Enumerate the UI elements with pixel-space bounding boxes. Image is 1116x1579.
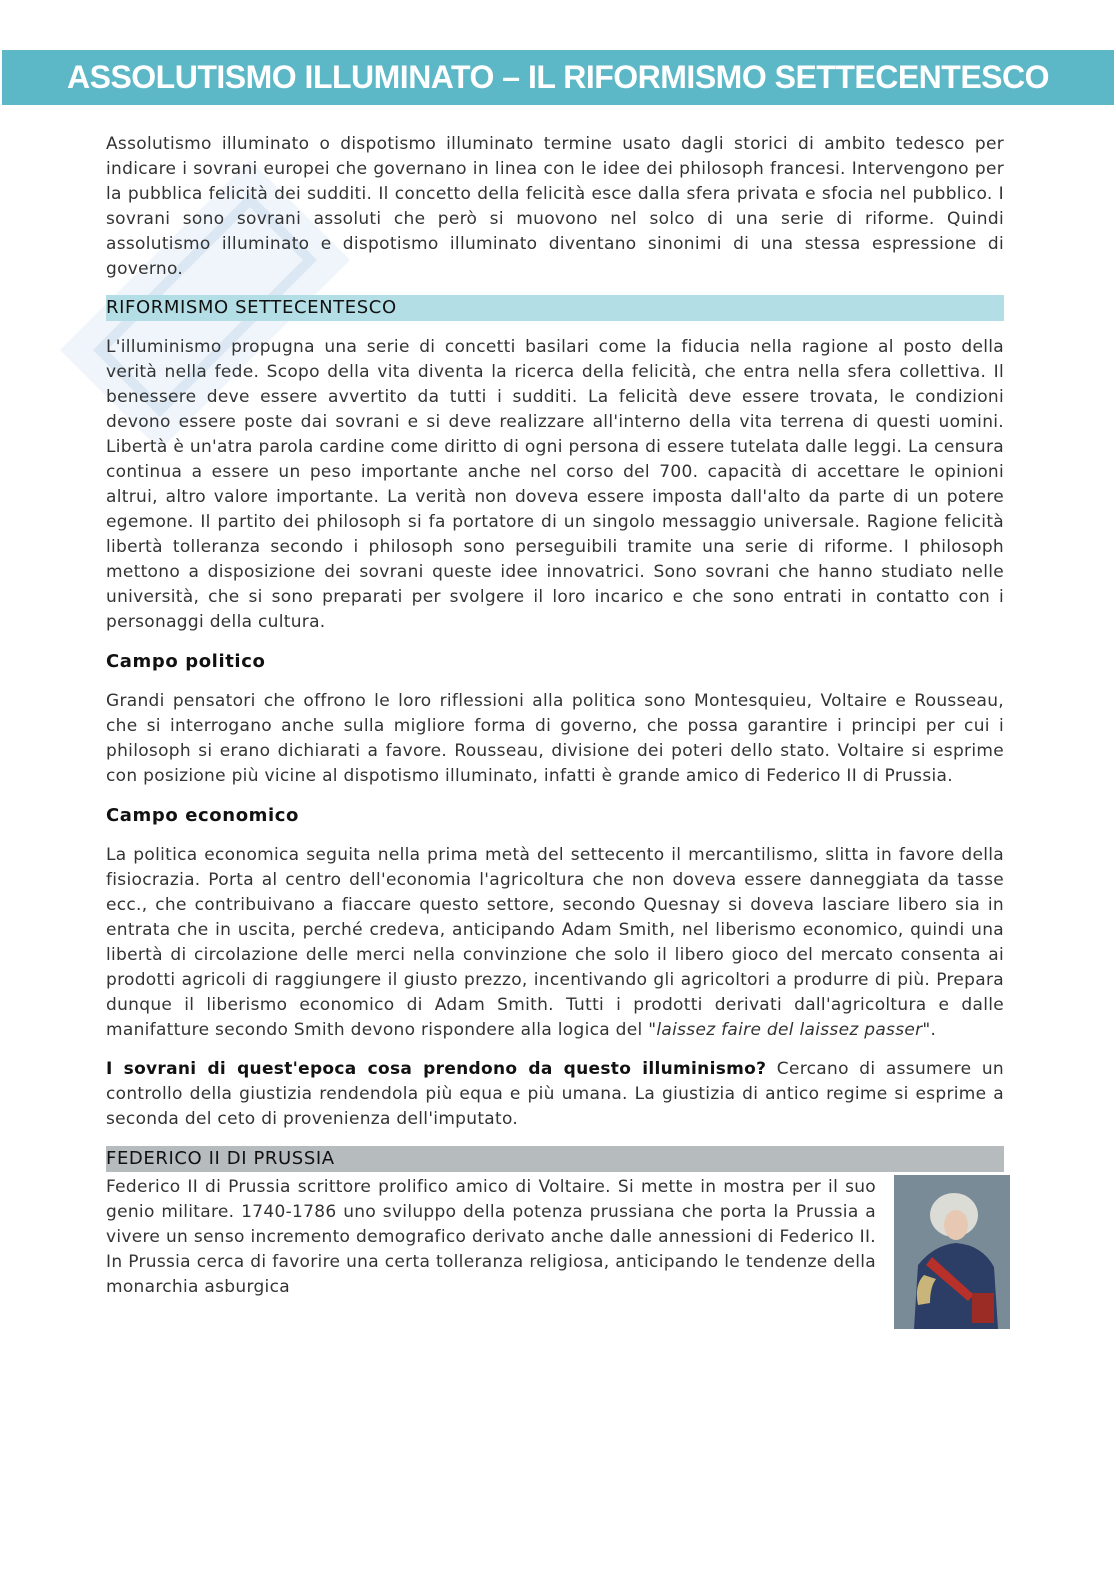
laissez-faire-quote: "laissez faire del laissez passer"	[648, 1020, 931, 1040]
section-heading-riformismo: RIFORMISMO SETTECENTESCO	[106, 295, 1004, 321]
riformismo-paragraph: L'illuminismo propugna una serie di concetti basilari come la fiducia nella ragione al posto della verità nella fede. Scopo della vita diventa la ricerca della felicità, che entra nella sfera collettiva. Il benessere deve essere avvertito da tutti i sudditi. La felicità deve essere trovata, le condizioni devono essere poste dai sovrani e si deve realizzare all'interno della vita terrena di questi uomini. Libertà è un'atra parola cardine come diritto di ogni persona di essere tutelata dalle leggi. La censura continua a essere un peso importante anche nel corso del 700. capacità di accettare le opinioni altrui, altro valore importante. La verità non doveva essere imposta dall'alto da parte di un potere egemone. Il partito dei philosoph si fa portatore di un singolo messaggio universale. Ragione felicità libertà tolleranza secondo i philosoph sono perseguibili tramite una serie di riforme. I philosoph mettono a disposizione dei sovrani queste idee innovatrici. Sono sovrani che hanno studiato nelle università, che si sono preparati per svolgere il loro incarico e che sono entrati in contatto con i personaggi della cultura.	[106, 337, 1004, 632]
federico-block	[106, 1175, 1004, 1300]
sovrani-question: I sovrani di quest'epoca cosa prendono da questo illuminismo?	[106, 1059, 767, 1079]
federico-paragraph: Federico II di Prussia scrittore prolifico amico di Voltaire. Si mette in mostra per il suo genio militare. 1740-1786 uno sviluppo della potenza prussiana che porta la Prussia a vivere un senso incremento demografico derivato anche dalle annessioni di Federico II. In Prussia cerca di favorire una certa tolleranza religiosa, anticipando le tendenze della monarchia asburgica	[106, 1177, 876, 1297]
subheading-campo-politico: Campo politico	[106, 651, 266, 672]
politico-paragraph: Grandi pensatori che offrono le loro riflessioni alla politica sono Montesquieu, Voltaire e Rousseau, che si interrogano anche sulla migliore forma di governo, che possa garantire i principi per cui i philosoph si erano dichiarati a favore. Rousseau, divisione dei poteri dello stato. Voltaire si esprime con posizione più vicine al dispotismo illuminato, infatti è grande amico di Federico II di Prussia.	[106, 691, 1004, 786]
subheading-campo-economico: Campo economico	[106, 805, 300, 826]
sovrani-paragraph: I sovrani di quest'epoca cosa prendono da questo illuminismo? Cercano di assumere un controllo della giustizia rendendola più equa e più umana. La giustizia di antico regime si esprime a seconda del ceto di provenienza dell'imputato.	[106, 1059, 1004, 1129]
section-heading-federico: FEDERICO II DI PRUSSIA	[106, 1146, 1004, 1172]
document-body	[106, 132, 1004, 1329]
intro-paragraph: Assolutismo illuminato o dispotismo illuminato termine usato dagli storici di ambito tedesco per indicare i sovrani europei che governano in linea con le idee dei philosoph francesi. Intervengono per la pubblica felicità dei sudditi. Il concetto della felicità esce dalla sfera privata e sfocia nel pubblico. I sovrani sono sovrani assoluti che però si muovono nel solco di una serie di riforme. Quindi assolutismo illuminato e dispotismo illuminato diventano sinonimi di una stessa espressione di governo.	[106, 134, 1004, 279]
economico-paragraph: La politica economica seguita nella prima metà del settecento il mercantilismo, slitta in favore della fisiocrazia. Porta al centro dell'economia l'agricoltura che non doveva essere danneggiata da tasse ecc., che contribuivano a fiaccare questo settore, secondo Quesnay si doveva lasciare libero sia in entrata che in uscita, perché credeva, anticipando Adam Smith, nel liberismo economico, quindi una libertà di circolazione delle merci nella convinzione che solo il libero gioco del mercato consenta ai prodotti agricoli di raggiungere il giusto prezzo, incentivando gli agricoltori a produrre di più. Prepara dunque il liberismo economico di Adam Smith. Tutti i prodotti derivati dall'agricoltura e dalle manifatture secondo Smith devono rispondere alla logica del "laissez faire del laissez passer".	[106, 845, 1004, 1040]
title-banner	[2, 50, 1114, 105]
page-title: ASSOLUTISMO ILLUMINATO – IL RIFORMISMO SETTECENTESCO	[66, 59, 1050, 95]
portrait-image	[894, 1175, 1010, 1329]
